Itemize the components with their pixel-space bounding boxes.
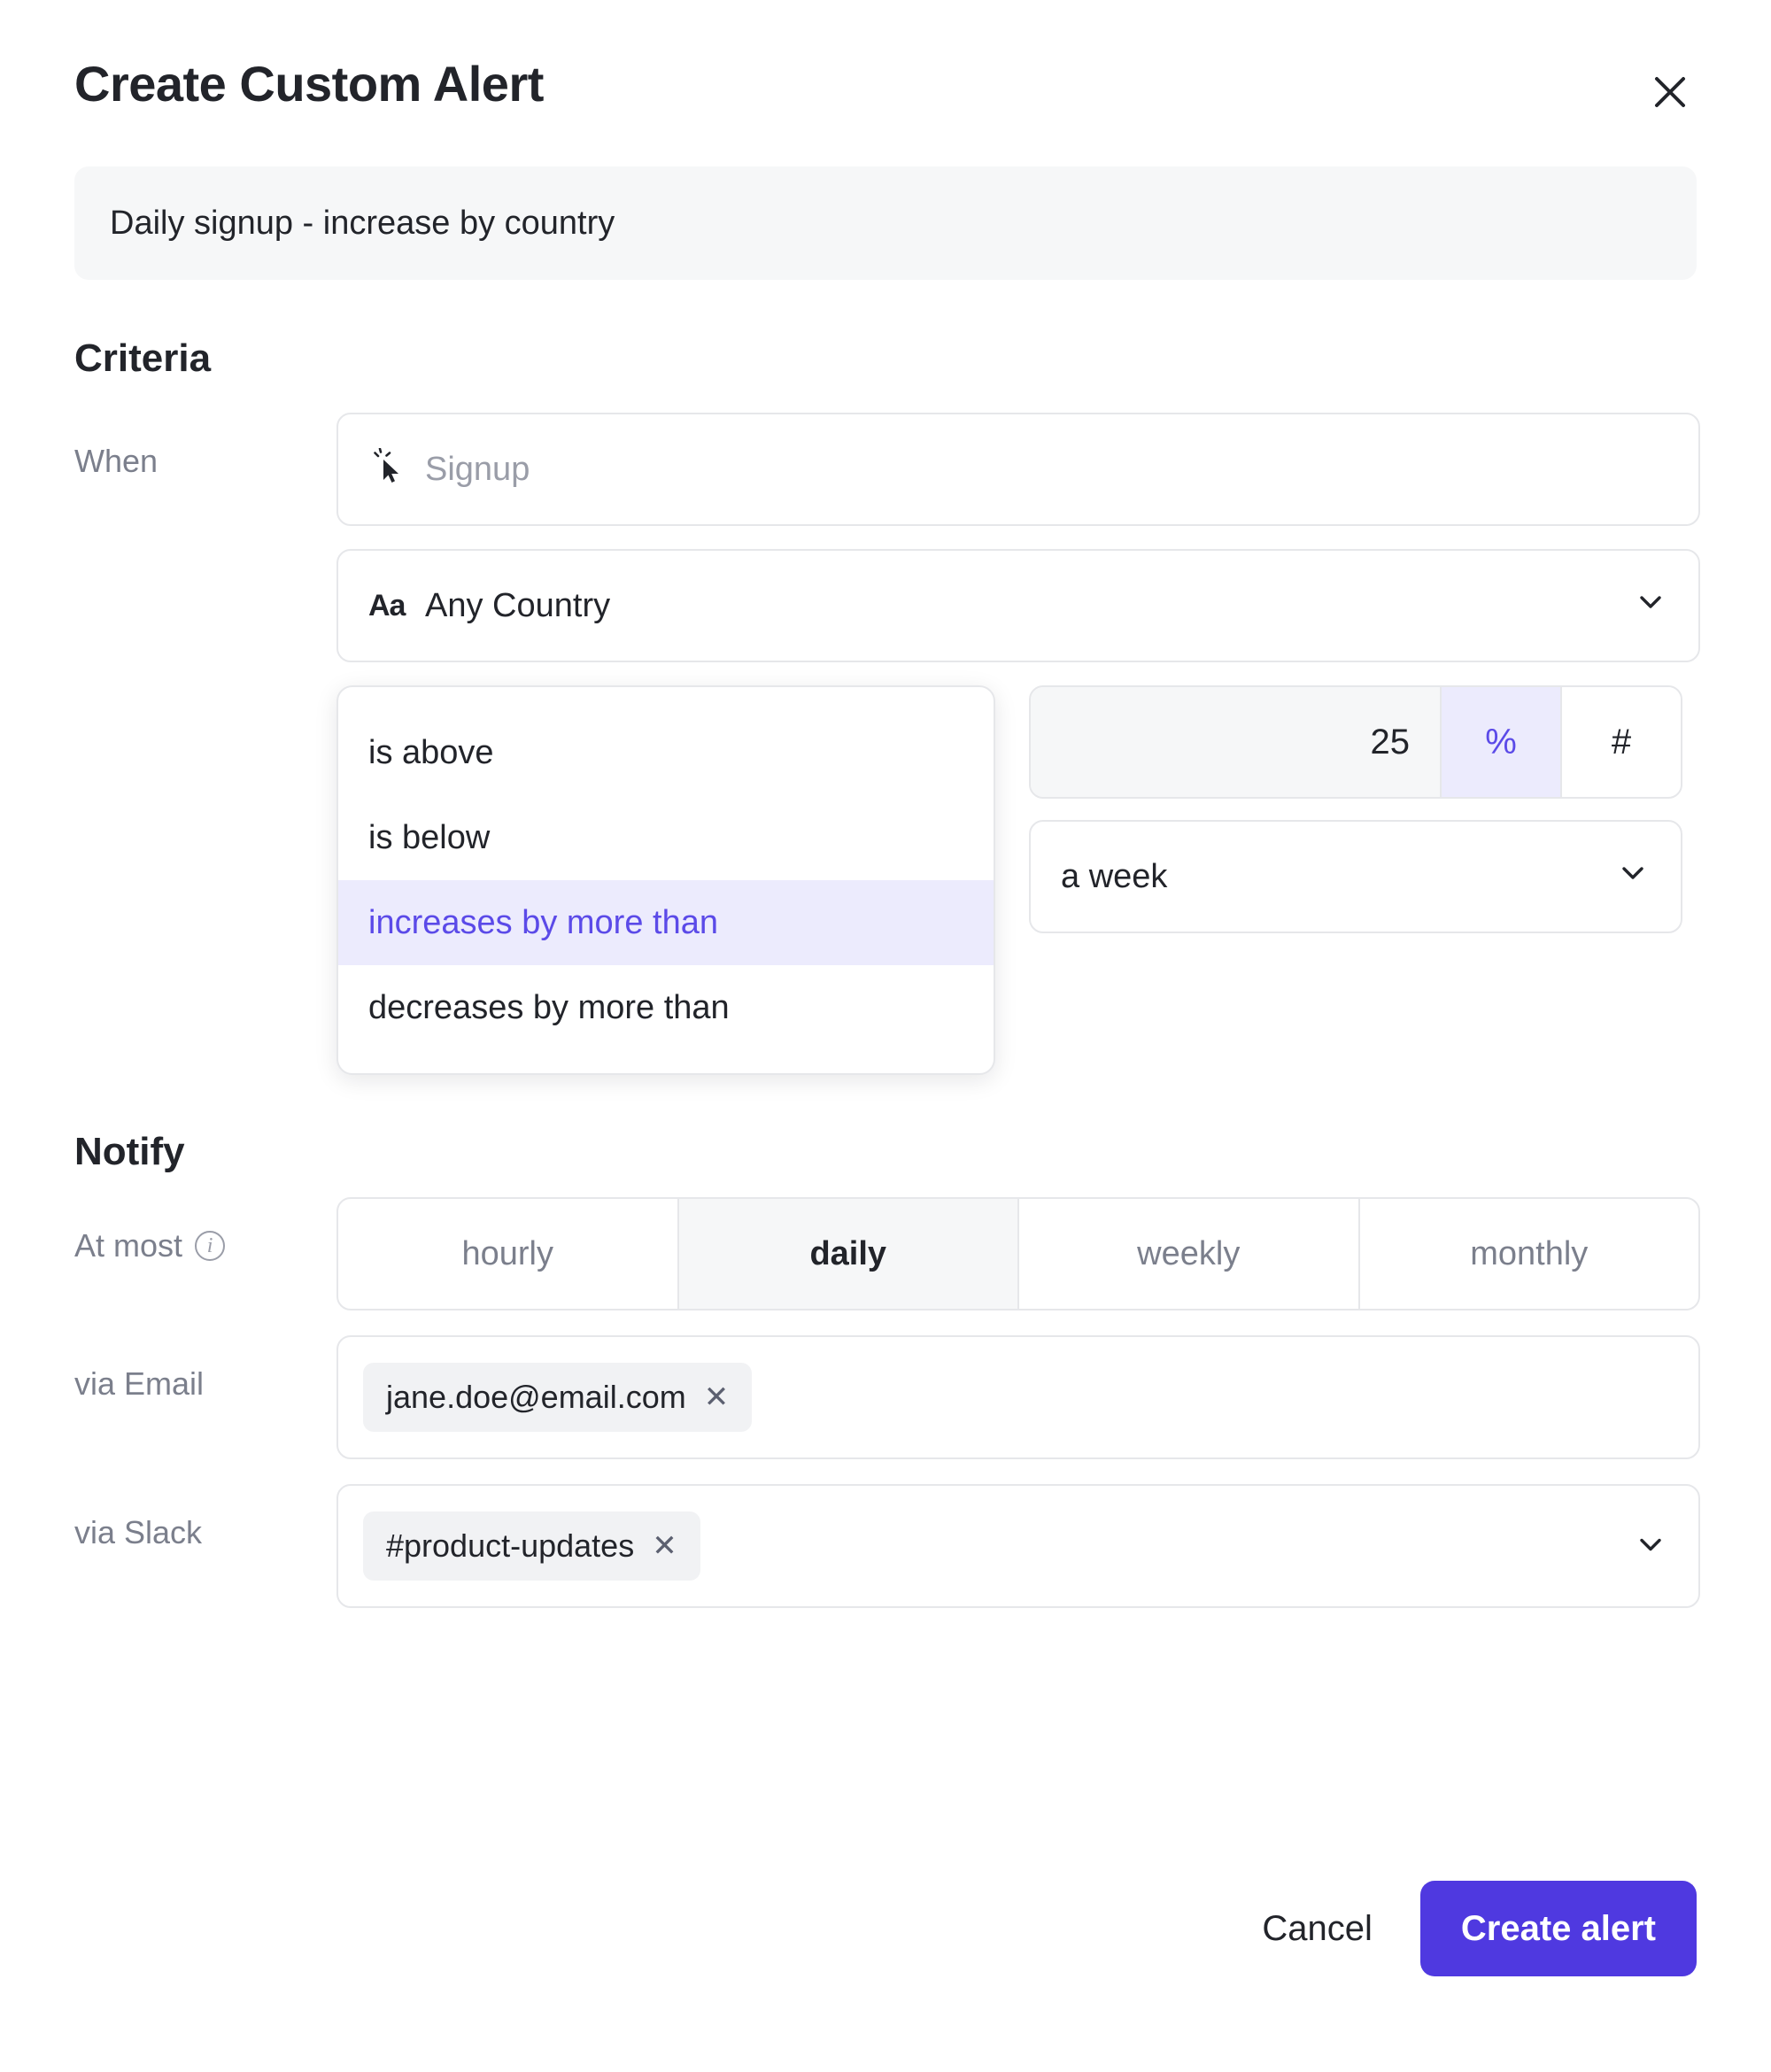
via-slack-label: via Slack (74, 1514, 203, 1550)
frequency-option-hourly[interactable]: hourly (338, 1199, 679, 1309)
criteria-heading: Criteria (74, 336, 212, 380)
when-label: When (74, 443, 159, 479)
close-icon[interactable] (1647, 69, 1693, 115)
close-icon[interactable]: ✕ (652, 1529, 677, 1563)
condition-option-decreases-by-more-than[interactable]: decreases by more than (368, 988, 730, 1026)
event-select[interactable] (336, 413, 1700, 526)
frequency-option-weekly[interactable]: weekly (1019, 1199, 1360, 1309)
aa-text-icon: Aa (368, 588, 406, 622)
alert-name-value: Daily signup - increase by country (110, 204, 615, 242)
period-value: a week (1061, 857, 1168, 895)
period-select[interactable] (1029, 820, 1682, 933)
condition-option-is-below[interactable]: is below (368, 818, 491, 856)
at-most-label: At most (74, 1227, 183, 1264)
threshold-input[interactable]: 25 (1031, 687, 1440, 797)
slack-channels-select[interactable] (336, 1484, 1700, 1608)
condition-row (74, 685, 1697, 1075)
unit-percent-button[interactable]: % (1440, 687, 1560, 797)
click-cursor-icon (368, 448, 425, 491)
at-most-label-group (74, 1197, 336, 1264)
notify-heading: Notify (74, 1130, 185, 1173)
cancel-button[interactable]: Cancel (1253, 1893, 1381, 1965)
condition-option-is-above[interactable]: is above (368, 733, 494, 771)
email-recipients-input[interactable] (336, 1335, 1700, 1459)
frequency-segmented-control (336, 1197, 1700, 1310)
condition-option-increases-by-more-than[interactable]: increases by more than (338, 880, 994, 965)
event-placeholder: Signup (425, 450, 530, 488)
property-select[interactable] (336, 549, 1700, 662)
chevron-down-icon[interactable] (1615, 854, 1651, 899)
condition-dropdown-menu[interactable] (336, 685, 995, 1075)
page-title: Create Custom Alert (74, 56, 544, 112)
property-value: Any Country (425, 586, 611, 624)
dialog-header (74, 0, 1697, 159)
dialog-footer (1253, 1881, 1697, 1976)
slack-chip (363, 1511, 700, 1581)
when-row (74, 413, 1697, 662)
info-icon[interactable]: i (195, 1231, 225, 1261)
at-most-row (74, 1197, 1697, 1310)
chevron-down-icon[interactable] (1633, 1527, 1668, 1566)
chevron-down-icon[interactable] (1633, 584, 1668, 628)
slack-chip-label: #product-updates (386, 1527, 635, 1564)
create-alert-button[interactable]: Create alert (1420, 1881, 1697, 1976)
slack-row (74, 1484, 1697, 1608)
via-email-label: via Email (74, 1365, 205, 1402)
email-chip-label: jane.doe@email.com (386, 1379, 686, 1415)
threshold-value-group (1029, 685, 1682, 799)
close-icon[interactable]: ✕ (703, 1380, 730, 1414)
frequency-option-daily[interactable]: daily (679, 1199, 1020, 1309)
unit-count-button[interactable]: # (1560, 687, 1681, 797)
alert-name-input[interactable] (74, 166, 1697, 280)
frequency-option-monthly[interactable]: monthly (1470, 1234, 1589, 1272)
email-row (74, 1335, 1697, 1459)
email-chip (363, 1363, 752, 1432)
